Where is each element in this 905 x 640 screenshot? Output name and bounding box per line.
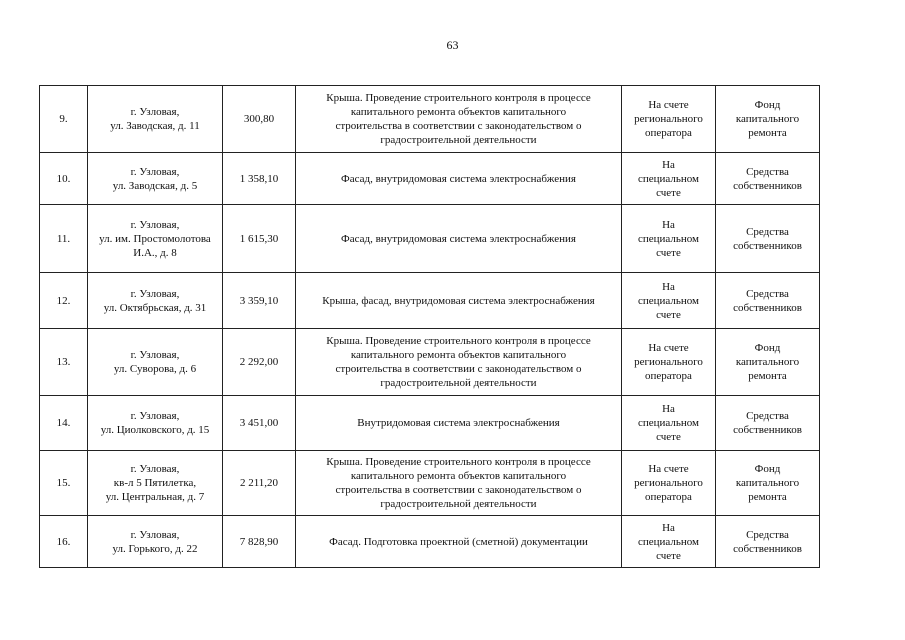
works-cell: Фасад, внутридомовая система электроснабжения <box>296 205 622 273</box>
table-row <box>40 86 820 153</box>
works-cell: Фасад, внутридомовая система электроснабжения <box>296 153 622 205</box>
account-cell: На специальном счете <box>622 273 716 329</box>
row-number: 16. <box>40 516 88 568</box>
area-cell: 300,80 <box>223 86 296 153</box>
address-cell: г. Узловая, ул. Заводская, д. 11 <box>88 86 223 153</box>
fund-cell: Средства собственников <box>716 516 820 568</box>
area-cell: 3 359,10 <box>223 273 296 329</box>
area-cell: 1 358,10 <box>223 153 296 205</box>
address-cell: г. Узловая, ул. Суворова, д. 6 <box>88 329 223 396</box>
area-cell: 2 292,00 <box>223 329 296 396</box>
fund-cell: Фонд капитального ремонта <box>716 329 820 396</box>
row-number: 15. <box>40 451 88 516</box>
fund-cell: Средства собственников <box>716 396 820 451</box>
row-number: 11. <box>40 205 88 273</box>
account-cell: На счете регионального оператора <box>622 451 716 516</box>
area-cell: 1 615,30 <box>223 205 296 273</box>
account-cell: На счете регионального оператора <box>622 86 716 153</box>
works-cell: Фасад. Подготовка проектной (сметной) документации <box>296 516 622 568</box>
fund-cell: Средства собственников <box>716 153 820 205</box>
account-cell: На счете регионального оператора <box>622 329 716 396</box>
fund-cell: Фонд капитального ремонта <box>716 86 820 153</box>
works-cell: Крыша, фасад, внутридомовая система электроснабжения <box>296 273 622 329</box>
account-cell: На специальном счете <box>622 153 716 205</box>
row-number: 9. <box>40 86 88 153</box>
address-cell: г. Узловая, ул. им. Простомолотова И.А., д. 8 <box>88 205 223 273</box>
row-number: 14. <box>40 396 88 451</box>
works-cell: Внутридомовая система электроснабжения <box>296 396 622 451</box>
fund-cell: Средства собственников <box>716 273 820 329</box>
area-cell: 3 451,00 <box>223 396 296 451</box>
address-cell: г. Узловая, кв-л 5 Пятилетка, ул. Центральная, д. 7 <box>88 451 223 516</box>
row-number: 13. <box>40 329 88 396</box>
page-number: 63 <box>446 38 459 52</box>
row-number: 10. <box>40 153 88 205</box>
table-row <box>40 329 820 396</box>
table-row <box>40 205 820 273</box>
address-cell: г. Узловая, ул. Горького, д. 22 <box>88 516 223 568</box>
table-row <box>40 451 820 516</box>
row-number: 12. <box>40 273 88 329</box>
table-row <box>40 516 820 568</box>
table-row <box>40 396 820 451</box>
table-row <box>40 153 820 205</box>
account-cell: На специальном счете <box>622 396 716 451</box>
address-cell: г. Узловая, ул. Октябрьская, д. 31 <box>88 273 223 329</box>
works-cell: Крыша. Проведение строительного контроля в процессе капитального ремонта объектов капитального строительства в соответствии с законодательством о градостроительной деятельности <box>296 86 622 153</box>
account-cell: На специальном счете <box>622 205 716 273</box>
works-cell: Крыша. Проведение строительного контроля в процессе капитального ремонта объектов капитального строительства в соответствии с законодательством о градостроительной деятельности <box>296 329 622 396</box>
address-cell: г. Узловая, ул. Заводская, д. 5 <box>88 153 223 205</box>
fund-cell: Средства собственников <box>716 205 820 273</box>
area-cell: 2 211,20 <box>223 451 296 516</box>
works-cell: Крыша. Проведение строительного контроля в процессе капитального ремонта объектов капитального строительства в соответствии с законодательством о градостроительной деятельности <box>296 451 622 516</box>
address-cell: г. Узловая, ул. Циолковского, д. 15 <box>88 396 223 451</box>
area-cell: 7 828,90 <box>223 516 296 568</box>
fund-cell: Фонд капитального ремонта <box>716 451 820 516</box>
account-cell: На специальном счете <box>622 516 716 568</box>
repair-program-table <box>39 85 820 568</box>
table-row <box>40 273 820 329</box>
